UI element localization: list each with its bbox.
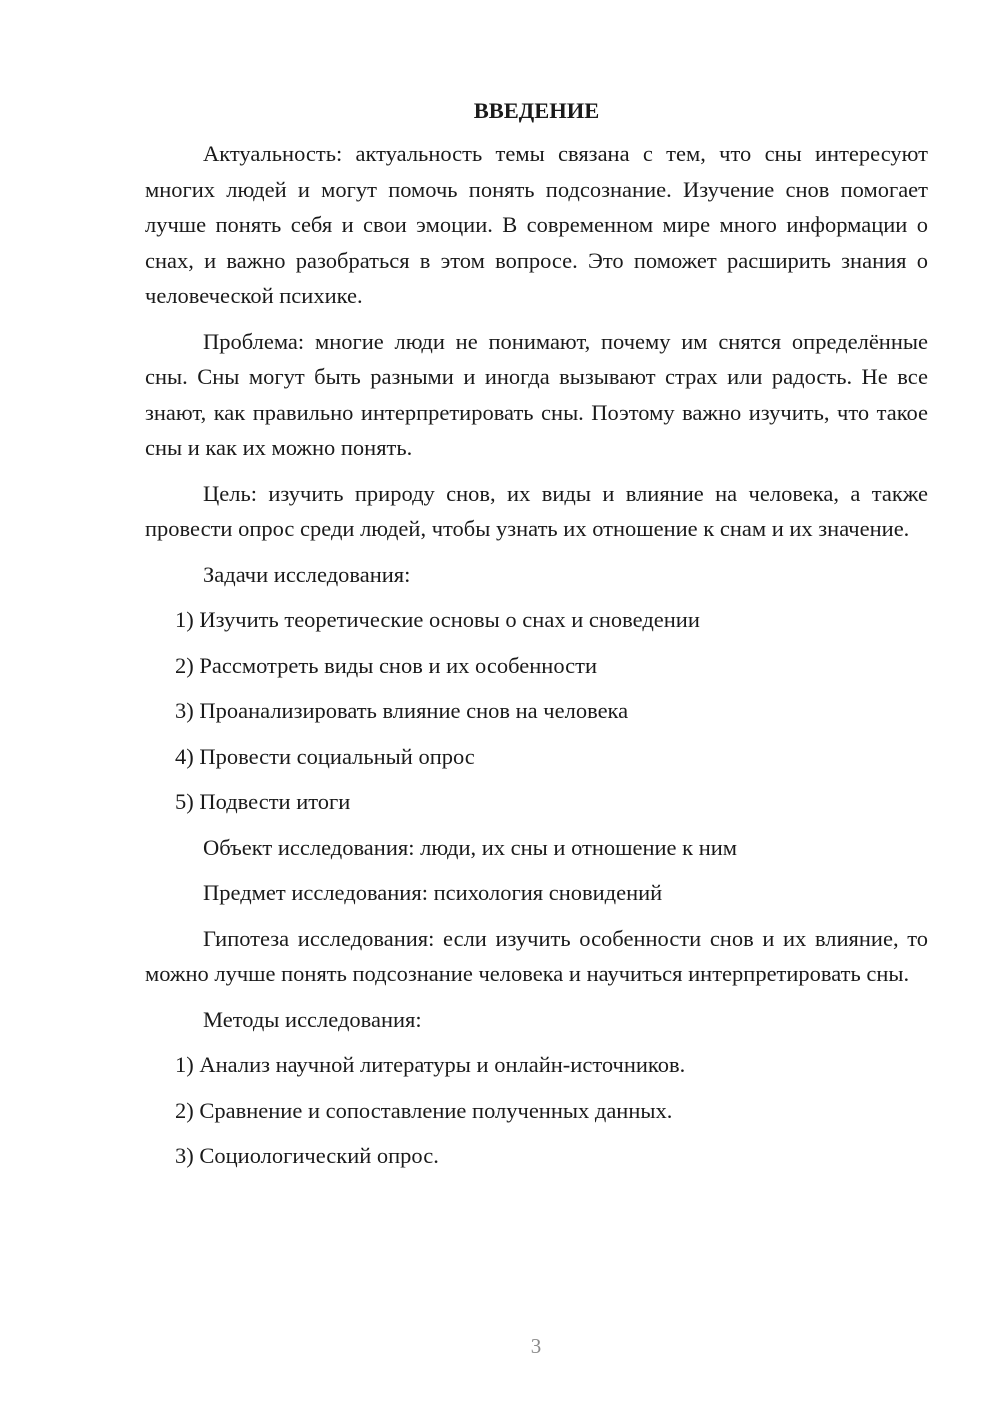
tasks-list: [145, 602, 928, 820]
goal-paragraph: Цель: изучить природу снов, их виды и влияние на человека, а также провести опрос среди людей, чтобы узнать их отношение к снам и их значение.: [145, 480, 928, 541]
task-item: 3) Проанализировать влияние снов на человека: [175, 698, 629, 723]
research-object: Объект исследования: люди, их сны и отношение к ним: [203, 834, 738, 860]
method-item: 3) Социологический опрос.: [175, 1143, 439, 1168]
task-item: 4) Провести социальный опрос: [175, 743, 475, 769]
task-item: 2) Рассмотреть виды снов и их особенности: [175, 652, 597, 678]
page-number: 3: [530, 1334, 542, 1358]
task-item: 5) Подвести итоги: [175, 789, 351, 814]
document-body: [145, 96, 928, 1184]
method-item: 2) Сравнение и сопоставление полученных данных.: [175, 1097, 673, 1123]
hypothesis-paragraph: Гипотеза исследования: если изучить особенности снов и их влияние, то можно лучше понять подсознание человека и научиться интерпретировать сны.: [145, 925, 928, 986]
section-heading: ВВЕДЕНИЕ: [473, 98, 600, 123]
relevance-paragraph: Актуальность: актуальность темы связана с тем, что сны интересуют многих людей и могут помочь понять подсознание. Изучение снов помогает лучше понять себя и свои эмоции. В современном мире много информации о снах, и важно разобраться в этом вопросе. Это поможет расширить знания о человеческой психике.: [145, 141, 928, 308]
problem-paragraph: Проблема: многие люди не понимают, почему им снятся определённые сны. Сны могут быть разными и иногда вызывают страх или радость. Не все знают, как правильно интерпретировать сны. Поэтому важно изучить, что такое сны и как их можно понять.: [145, 328, 928, 460]
method-item: 1) Анализ научной литературы и онлайн-источников.: [175, 1052, 686, 1077]
methods-list: [145, 1047, 928, 1174]
research-subject: Предмет исследования: психология сновидений: [203, 880, 663, 905]
tasks-heading: Задачи исследования:: [203, 561, 411, 587]
task-item: 1) Изучить теоретические основы о снах и сноведении: [175, 607, 700, 632]
methods-heading: Методы исследования:: [203, 1006, 422, 1032]
